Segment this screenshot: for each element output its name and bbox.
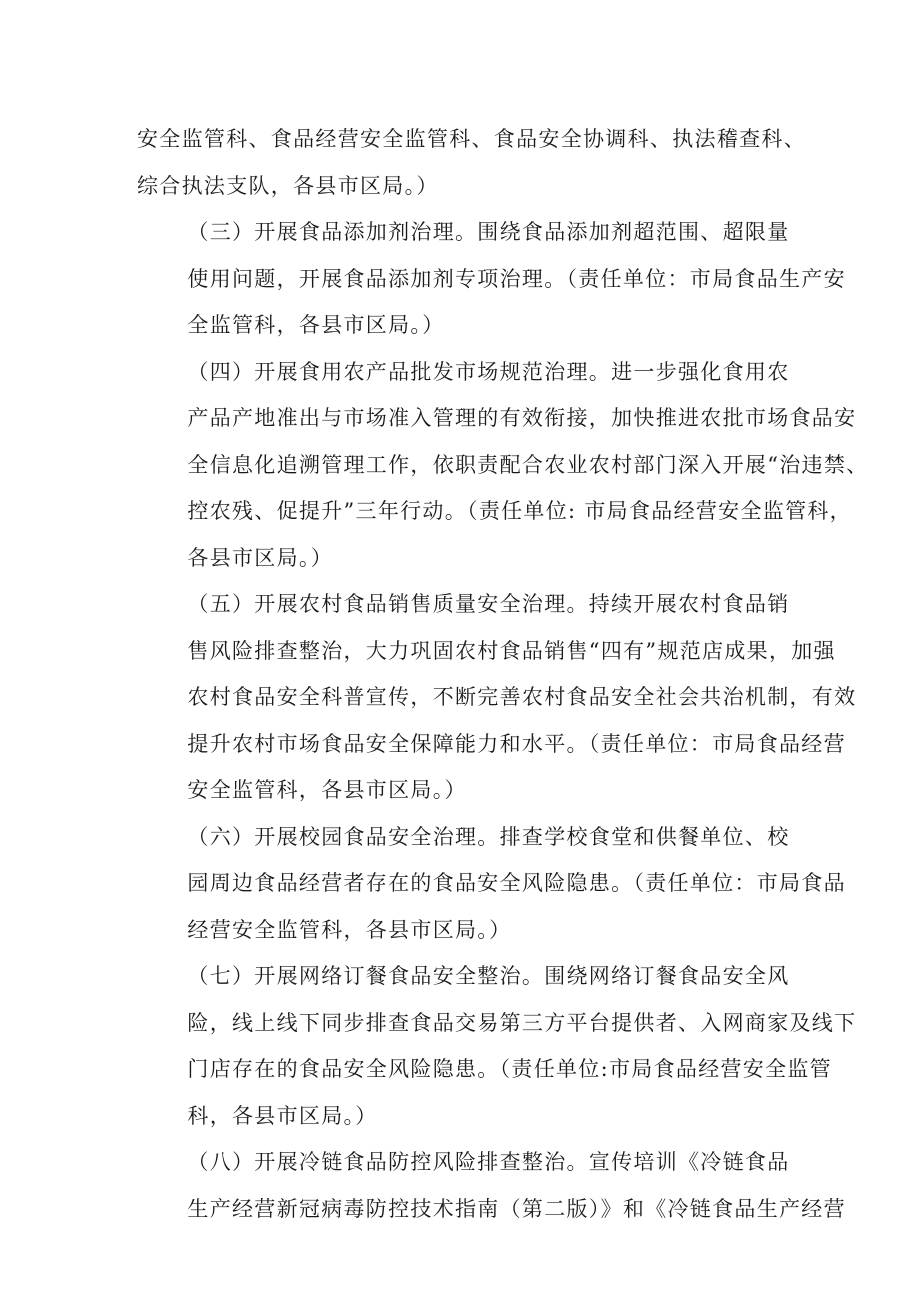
paragraph-6-campus-food (137, 814, 846, 954)
text-line: 险，线上线下同步排查食品交易第三方平台提供者、入网商家及线下 (187, 1010, 857, 1035)
text-line: （三）开展食品添加剂治理。围绕食品添加剂超范围、超限量 (187, 220, 790, 244)
text-line: （八）开展冷链食品防控风险排查整治。宣传培训《冷链食品 (187, 1150, 790, 1174)
text-line: （六）开展校园食品安全治理。排查学校食堂和供餐单位、校 (187, 824, 790, 849)
text-line: 安全监管科、食品经营安全监管科、食品安全协调科、执法稽查科、 (137, 127, 806, 151)
text-line: （五）开展农村食品销售质量安全治理。持续开展农村食品销 (187, 592, 790, 616)
text-line: 农村食品安全科普宣传，不断完善农村食品安全社会共治机制，有效 (187, 685, 857, 709)
paragraph-3-food-additives (137, 209, 846, 349)
text-line: 园周边食品经营者存在的食品安全风险隐患。（责任单位：市局食品 (187, 871, 846, 895)
text-line: 产品产地准出与市场准入管理的有效衔接，加快推进农批市场食品安 (187, 406, 857, 430)
text-line: 科，各县市区局。） (187, 1103, 378, 1128)
paragraph-continuation (137, 116, 806, 209)
document-body (137, 116, 869, 1232)
paragraph-4-wholesale-market (137, 349, 869, 582)
paragraph-5-rural-food (137, 581, 857, 814)
text-line: 控农残、促提升”三年行动。（责任单位: 市局食品经营安全监管科， (187, 499, 852, 523)
text-line: 各县市区局。） (187, 545, 333, 570)
text-line: （七）开展网络订餐食品安全整治。围绕网络订餐食品安全风 (187, 964, 790, 988)
text-line: 安全监管科，各县市区局。） (187, 778, 467, 802)
text-line: 售风险排查整治，大力巩固农村食品销售“四有”规范店成果，加强 (187, 638, 836, 663)
paragraph-8-cold-chain (137, 1139, 846, 1232)
text-line: 综合执法支队，各县市区局。） (137, 173, 439, 198)
text-line: 门店存在的食品安全风险隐患。（责任单位:市局食品经营安全监管 (187, 1057, 832, 1081)
text-line: 生产经营新冠病毒防控技术指南（第二版）》和《冷链食品生产经营 (187, 1196, 846, 1221)
text-line: 全信息化追溯管理工作，依职责配合农业农村部门深入开展“治违禁、 (187, 452, 869, 477)
text-line: 使用问题，开展食品添加剂专项治理。（责任单位：市局食品生产安 (187, 266, 846, 291)
text-line: 经营安全监管科，各县市区局。） (187, 917, 512, 942)
text-line: 提升农村市场食品安全保障能力和水平。（责任单位：市局食品经营 (187, 731, 846, 756)
text-line: （四）开展食用农产品批发市场规范治理。进一步强化食用农 (187, 359, 790, 384)
paragraph-7-online-ordering (137, 953, 857, 1139)
text-line: 全监管科，各县市区局。） (187, 313, 445, 337)
